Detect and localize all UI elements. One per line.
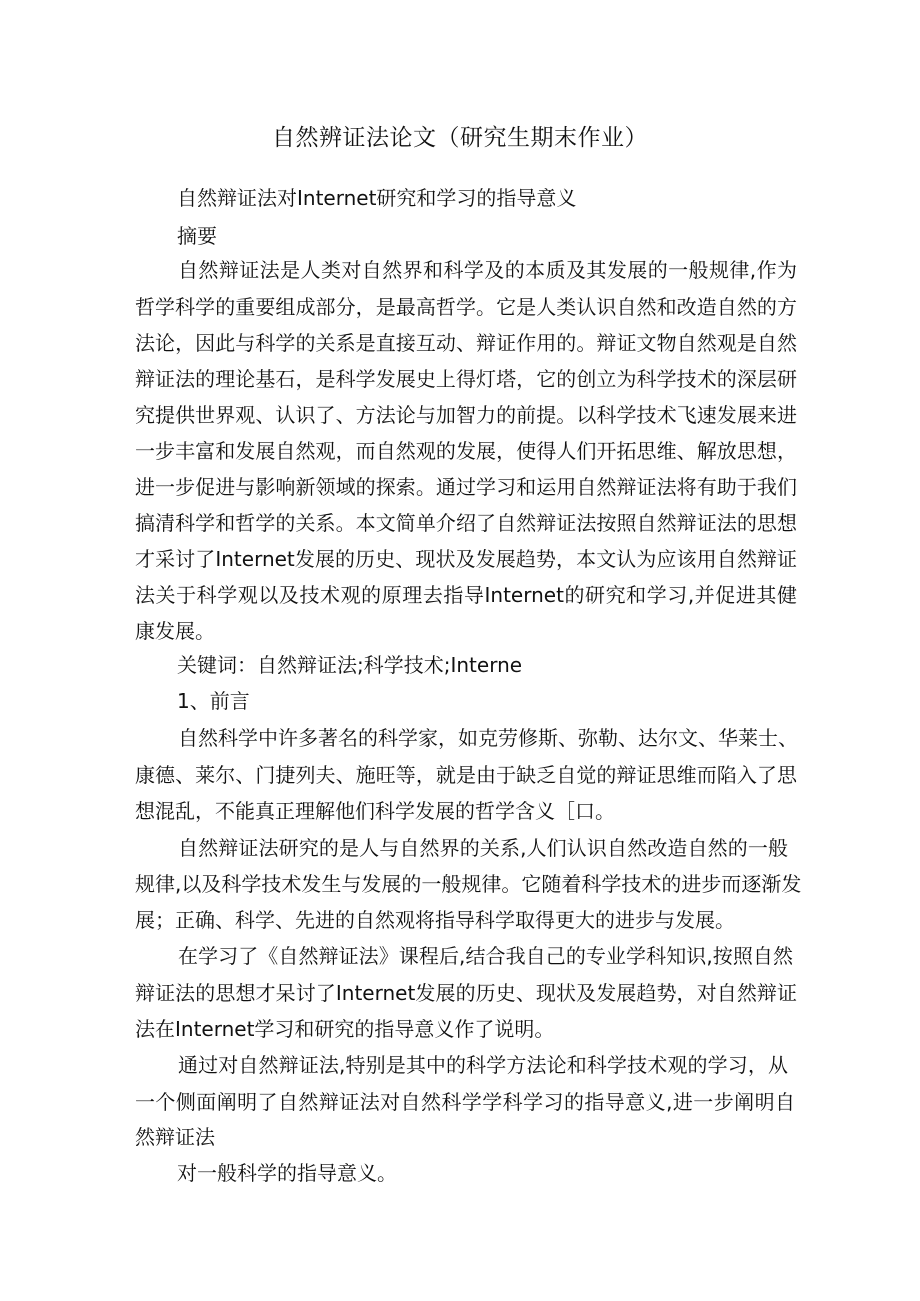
abstract-line: 哲学科学的重要组成部分，是最高哲学。它是人类认识自然和改造自然的方 <box>135 295 797 319</box>
abstract-line: 搞清科学和哲学的关系。本文简单介绍了自然辩证法按照自然辩证法的思想 <box>135 511 797 535</box>
paragraph-line: 法在Internet学习和研究的指导意义作了说明。 <box>135 1017 555 1041</box>
abstract-line: 自然辩证法是人类对自然界和科学及的本质及其发展的一般规律,作为 <box>178 258 797 282</box>
paragraph-line: 想混乱，不能真正理解他们科学发展的哲学含义［口。 <box>135 799 615 823</box>
abstract-line: 进一步促进与影响新领域的探索。通过学习和运用自然辩证法将有助于我们 <box>135 475 797 499</box>
paragraph-line: 一个侧面阐明了自然辩证法对自然科学学科学习的指导意义,进一步阐明自 <box>135 1090 795 1114</box>
paragraph-line: 自然辩证法研究的是人与自然界的关系,人们认识自然改造自然的一般 <box>178 836 788 860</box>
abstract-line: 一步丰富和发展自然观，而自然观的发展，使得人们开拓思维、解放思想， <box>135 439 797 463</box>
section-heading-intro: 1、前言 <box>177 689 250 713</box>
keywords: 关键词：自然辩证法;科学技术;Interne <box>177 653 523 677</box>
abstract-line: 康发展。 <box>135 619 215 643</box>
paragraph-line: 规律,以及科学技术发生与发展的一般规律。它随着科学技术的进步而逐渐发 <box>135 872 802 896</box>
abstract-line: 法关于科学观以及技术观的原理去指导Internet的研究和学习,并促进其健 <box>135 583 797 607</box>
paragraph-line: 然辩证法 <box>135 1125 215 1149</box>
abstract-line: 法论，因此与科学的关系是直接互动、辩证作用的。辩证文物自然观是自然 <box>135 331 797 355</box>
subtitle: 自然辩证法对Internet研究和学习的指导意义 <box>177 186 577 210</box>
abstract-heading: 摘要 <box>177 224 217 248</box>
paragraph-line: 展；正确、科学、先进的自然观将指导科学取得更大的进步与发展。 <box>135 908 735 932</box>
document-title: 自然辨证法论文（研究生期末作业） <box>272 125 648 151</box>
abstract-line: 究提供世界观、认识了、方法论与加智力的前提。以科学技术飞速发展来进 <box>135 403 797 427</box>
paragraph-line: 在学习了《自然辩证法》课程后,结合我自己的专业学科知识,按照自然 <box>178 944 793 968</box>
abstract-line: 才采讨了Internet发展的历史、现状及发展趋势，本文认为应该用自然辩证 <box>135 547 797 571</box>
paragraph-line: 康德、莱尔、门捷列夫、施旺等，就是由于缺乏自觉的辩证思维而陷入了思 <box>135 763 797 787</box>
paragraph-line: 自然科学中许多著名的科学家，如克劳修斯、弥勒、达尔文、华莱士、 <box>178 726 798 750</box>
paragraph-line: 通过对自然辩证法,特别是其中的科学方法论和科学技术观的学习，从 <box>178 1053 788 1077</box>
abstract-line: 辩证法的理论基石，是科学发展史上得灯塔，它的创立为科学技术的深层研 <box>135 367 797 391</box>
final-line: 对一般科学的指导意义。 <box>177 1161 397 1185</box>
paragraph-line: 辩证法的思想才呆讨了Internet发展的历史、现状及发展趋势，对自然辩证 <box>135 981 797 1005</box>
